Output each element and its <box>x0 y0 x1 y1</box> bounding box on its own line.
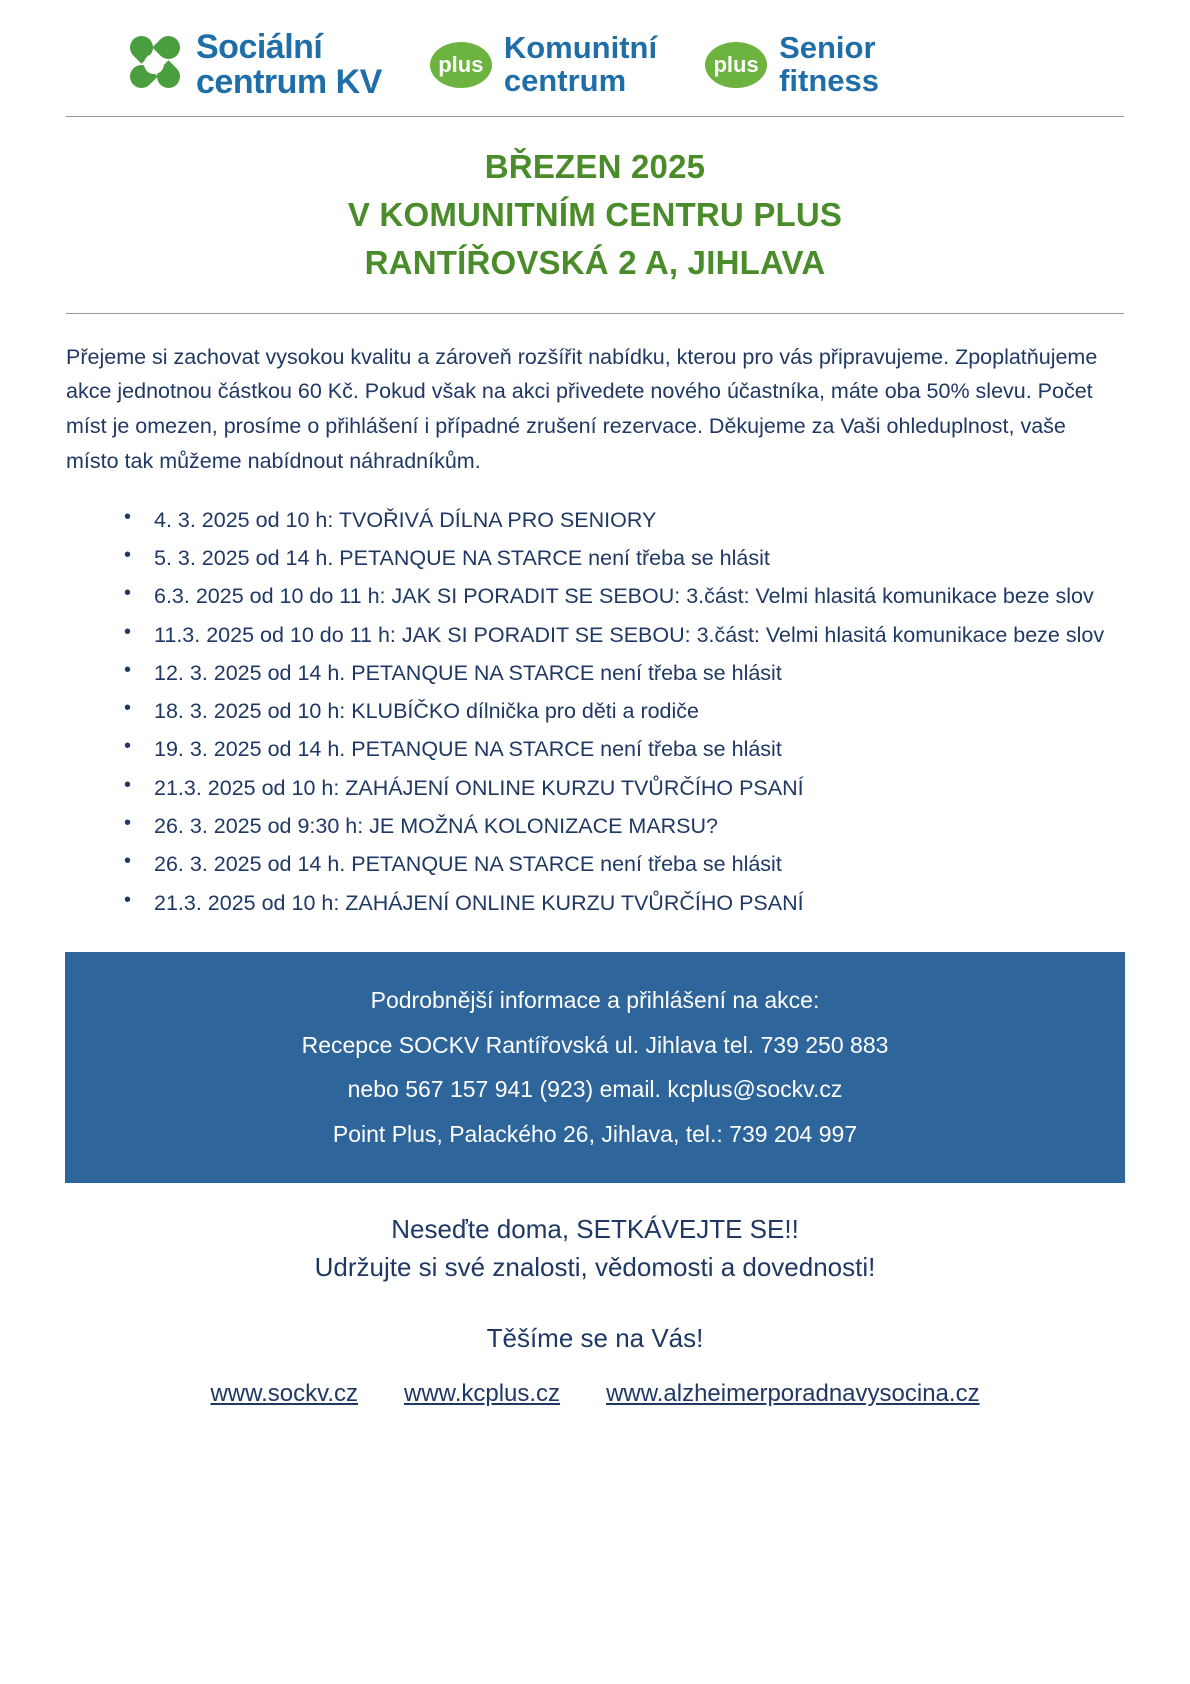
list-item <box>106 884 1124 922</box>
event-text: 6.3. 2025 od 10 do 11 h: JAK SI PORADIT SE SEBOU: 3.část: Velmi hlasitá komunikace beze slov <box>154 584 1094 609</box>
events-list <box>66 501 1124 922</box>
wish-line: Těšíme se na Vás! <box>486 1322 704 1353</box>
list-item <box>106 501 1124 539</box>
list-item <box>106 577 1124 615</box>
link-sockv[interactable]: www.sockv.cz <box>210 1379 359 1407</box>
logo-line-2: fitness <box>779 63 879 98</box>
event-text: 21.3. 2025 od 10 h: ZAHÁJENÍ ONLINE KURZU TVŮRČÍHO PSANÍ <box>154 775 804 800</box>
link-alzheimerporadna[interactable]: www.alzheimerporadnavysocina.cz <box>606 1379 980 1407</box>
closing-message <box>66 1211 1124 1286</box>
logo-socialni-centrum-kv <box>126 30 382 99</box>
contact-line-4: Point Plus, Palackého 26, Jihlava, tel.: 739 204 997 <box>332 1121 858 1148</box>
event-text: 4. 3. 2025 od 10 h: TVOŘIVÁ DÍLNA PRO SENIORY <box>154 507 657 532</box>
contact-line-2: Recepce SOCKV Rantířovská ul. Jihlava tel. 739 250 883 <box>301 1031 889 1058</box>
event-text: 5. 3. 2025 od 14 h. PETANQUE NA STARCE není třeba se hlásit <box>154 546 770 571</box>
closing-line-2: Udržujte si své znalosti, vědomosti a dovednosti! <box>314 1251 876 1282</box>
plus-badge-icon: plus <box>705 42 767 88</box>
logo-bar <box>66 22 1124 108</box>
logo-komunitni-centrum <box>430 32 657 97</box>
divider-under-title <box>66 313 1124 314</box>
website-links <box>66 1380 1124 1408</box>
closing-line-1: Neseďte doma, SETKÁVEJTE SE!! <box>391 1214 799 1245</box>
link-kcplus[interactable]: www.kcplus.cz <box>404 1379 561 1407</box>
list-item <box>106 845 1124 883</box>
list-item <box>106 692 1124 730</box>
list-item <box>106 616 1124 654</box>
contact-block <box>65 952 1125 1183</box>
logo-line-1: Komunitní <box>503 30 658 66</box>
logo-senior-fitness <box>705 32 879 97</box>
contact-line-1: Podrobnější informace a přihlášení na akce: <box>370 986 820 1013</box>
event-text: 21.3. 2025 od 10 h: ZAHÁJENÍ ONLINE KURZU TVŮRČÍHO PSANÍ <box>154 890 804 915</box>
logo-senior-fitness-text <box>779 32 879 97</box>
list-item <box>106 654 1124 692</box>
event-text: 26. 3. 2025 od 9:30 h: JE MOŽNÁ KOLONIZACE MARSU? <box>154 813 719 838</box>
logo-line-2: centrum KV <box>196 63 382 101</box>
divider-top <box>66 116 1124 117</box>
title-line-3: RANTÍŘOVSKÁ 2 A, JIHLAVA <box>364 243 826 281</box>
intro-paragraph: Přejeme si zachovat vysokou kvalitu a zároveň rozšířit nabídku, kterou pro vás připravujeme. Zpoplatňujeme akce jednotnou částkou 60 Kč. Pokud však na akci přivedete nového účastníka, máte oba 50% slevu. Počet míst je omezen, prosíme o přihlášení i případné zrušení rezervace. Děkujeme za Vaši ohleduplnost, vaše místo tak můžeme nabídnout náhradníkům. <box>66 344 1098 474</box>
logo-socialni-centrum-kv-text <box>196 30 382 99</box>
plus-badge-icon: plus <box>430 42 492 88</box>
page-title <box>66 143 1124 287</box>
flower-logo-icon <box>126 36 184 94</box>
event-text: 26. 3. 2025 od 14 h. PETANQUE NA STARCE není třeba se hlásit <box>154 852 782 877</box>
logo-line-1: Senior <box>779 30 876 66</box>
list-item <box>106 539 1124 577</box>
logo-line-2: centrum <box>503 63 627 98</box>
title-line-2: V KOMUNITNÍM CENTRU PLUS <box>347 195 843 233</box>
list-item <box>106 769 1124 807</box>
logo-line-1: Sociální <box>196 28 323 67</box>
title-line-1: BŘEZEN 2025 <box>484 148 706 185</box>
event-text: 18. 3. 2025 od 10 h: KLUBÍČKO dílnička pro děti a rodiče <box>154 699 699 724</box>
list-item <box>106 807 1124 845</box>
event-text: 12. 3. 2025 od 14 h. PETANQUE NA STARCE není třeba se hlásit <box>154 660 782 685</box>
contact-line-3: nebo 567 157 941 (923) email. kcplus@sockv.cz <box>347 1076 843 1103</box>
event-text: 11.3. 2025 od 10 do 11 h: JAK SI PORADIT SE SEBOU: 3.část: Velmi hlasitá komunikace beze slov <box>154 622 1105 647</box>
event-text: 19. 3. 2025 od 14 h. PETANQUE NA STARCE není třeba se hlásit <box>154 737 782 762</box>
list-item <box>106 730 1124 768</box>
logo-komunitni-centrum-text <box>504 32 657 97</box>
